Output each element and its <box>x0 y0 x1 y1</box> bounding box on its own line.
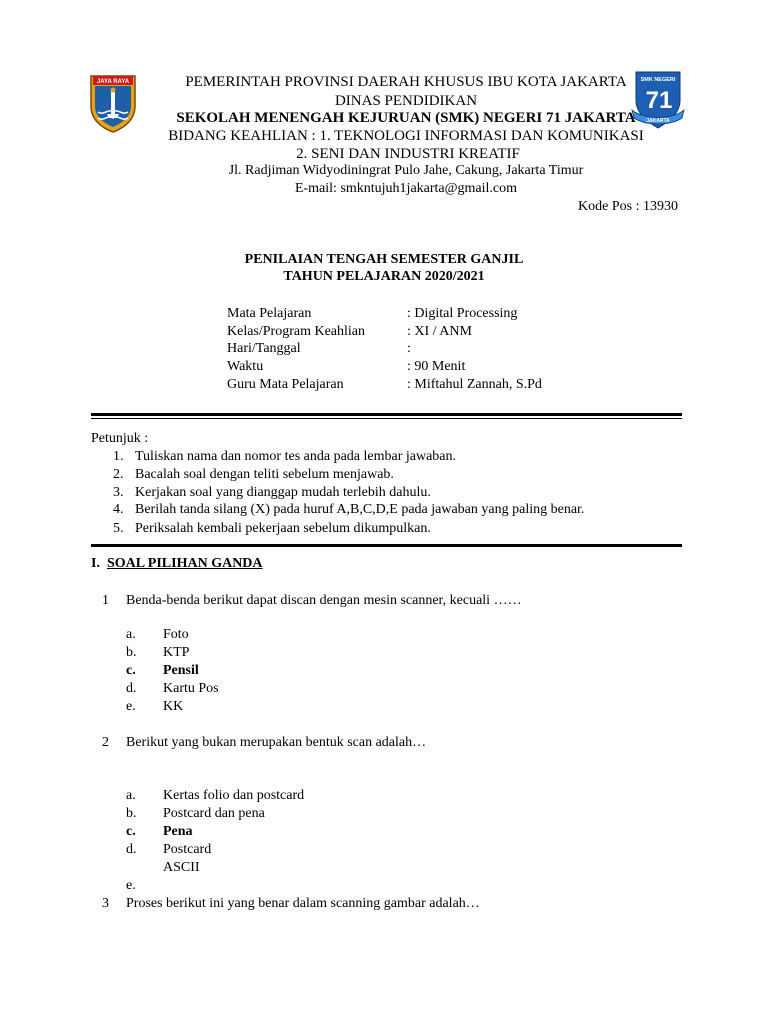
section-title: SOAL PILIHAN GANDA <box>106 556 263 571</box>
logo-bottom-text: JAKARTA <box>646 118 670 124</box>
crest-banner-text: JAYA RAYA <box>96 79 130 85</box>
option-letter: d. <box>126 681 137 696</box>
instruction-num: 5. <box>113 521 124 536</box>
info-row <box>227 359 465 375</box>
question-2 <box>102 735 426 751</box>
option-text: Pena <box>163 824 193 839</box>
logo-number: 71 <box>645 87 673 114</box>
option-correct <box>126 663 199 679</box>
header-postal-code: Kode Pos : 13930 <box>578 199 678 214</box>
option-text: Pensil <box>163 663 199 678</box>
header-email: E-mail: smkntujuh1jakarta@gmail.com <box>294 181 518 196</box>
info-row <box>227 377 542 393</box>
question-text: Proses berikut ini yang benar dalam scanning gambar adalah… <box>126 896 480 911</box>
option <box>126 627 189 643</box>
option <box>126 699 183 715</box>
instruction-text: Kerjakan soal yang dianggap mudah terlebih dahulu. <box>135 485 431 500</box>
question-3 <box>102 896 480 912</box>
info-label: Waktu <box>227 359 264 374</box>
info-row <box>227 306 517 322</box>
info-value: : 90 Menit <box>407 359 466 374</box>
divider-top-thin <box>91 418 682 419</box>
option-text: KTP <box>163 645 190 660</box>
option <box>126 860 200 876</box>
header-field-1: BIDANG KEAHLIAN : 1. TEKNOLOGI INFORMASI DAN KOMUNIKASI <box>168 128 644 144</box>
divider-top <box>91 413 682 416</box>
instruction-text: Bacalah soal dengan teliti sebelum menjawab. <box>135 467 394 482</box>
question-text: Berikut yang bukan merupakan bentuk scan adalah… <box>126 735 427 750</box>
info-value: : Miftahul Zannah, S.Pd <box>407 377 542 392</box>
option-text: Kertas folio dan postcard <box>163 788 305 803</box>
instruction-item <box>113 449 456 465</box>
header-department: DINAS PENDIDIKAN <box>334 93 478 109</box>
question-number: 3 <box>102 896 109 911</box>
info-row <box>227 341 411 357</box>
option <box>126 878 163 894</box>
info-value: : XI / ANM <box>407 324 472 339</box>
question-1 <box>102 593 522 609</box>
instruction-num: 1. <box>113 449 124 464</box>
logo-top-text: SMK NEGERI <box>640 77 676 83</box>
instruction-item <box>113 502 584 518</box>
option-letter: b. <box>126 806 137 821</box>
exam-title: PENILAIAN TENGAH SEMESTER GANJIL <box>244 252 524 267</box>
instruction-num: 2. <box>113 467 124 482</box>
instruction-num: 4. <box>113 502 124 517</box>
option-correct <box>126 824 193 840</box>
instruction-text: Periksalah kembali pekerjaan sebelum dikumpulkan. <box>135 521 431 536</box>
section-number: I. <box>91 556 100 571</box>
option-letter: e. <box>126 699 136 714</box>
info-label: Kelas/Program Keahlian <box>227 324 366 339</box>
info-row <box>227 324 472 340</box>
info-label: Guru Mata Pelajaran <box>227 377 344 392</box>
option <box>126 681 219 697</box>
instruction-text: Tuliskan nama dan nomor tes anda pada lembar jawaban. <box>135 449 457 464</box>
info-label: Hari/Tanggal <box>227 341 301 356</box>
option-text: Postcard dan pena <box>163 806 265 821</box>
option-letter: d. <box>126 842 137 857</box>
option <box>126 645 189 661</box>
header-government: PEMERINTAH PROVINSI DAERAH KHUSUS IBU KOTA JAKARTA <box>185 74 627 90</box>
instructions-title: Petunjuk : <box>91 431 149 446</box>
instruction-item <box>113 521 431 537</box>
header-field-2: 2. SENI DAN INDUSTRI KREATIF <box>296 146 520 162</box>
option-text: ASCII <box>163 860 200 875</box>
section-heading <box>91 556 263 572</box>
option-text: KK <box>163 699 184 714</box>
instruction-item <box>113 467 394 483</box>
option-letter: b. <box>126 645 137 660</box>
option-letter: c. <box>126 663 136 678</box>
option-letter: a. <box>126 627 136 642</box>
option-text: Postcard <box>163 842 212 857</box>
question-number: 1 <box>102 593 109 608</box>
header-address: Jl. Radjiman Widyodiningrat Pulo Jahe, Cakung, Jakarta Timur <box>228 163 584 178</box>
question-text: Benda-benda berikut dapat discan dengan mesin scanner, kecuali …… <box>126 593 522 608</box>
instruction-num: 3. <box>113 485 124 500</box>
info-value: : Digital Processing <box>407 306 518 321</box>
info-value: : <box>407 341 411 356</box>
header-school-name: SEKOLAH MENENGAH KEJURUAN (SMK) NEGERI 71 JAKARTA <box>176 110 636 126</box>
instruction-text: Berilah tanda silang (X) pada huruf A,B,C,D,E pada jawaban yang paling benar. <box>135 502 585 517</box>
question-number: 2 <box>102 735 109 750</box>
option <box>126 842 211 858</box>
exam-year: TAHUN PELAJARAN 2020/2021 <box>283 269 485 284</box>
instruction-item <box>113 485 431 501</box>
option-letter: a. <box>126 788 136 803</box>
option-letter: e. <box>126 878 136 893</box>
option-text: Foto <box>163 627 189 642</box>
option <box>126 788 304 804</box>
info-label: Mata Pelajaran <box>227 306 312 321</box>
divider-bottom <box>91 544 682 547</box>
option-text: Kartu Pos <box>163 681 219 696</box>
option-letter: c. <box>126 824 136 839</box>
option <box>126 806 265 822</box>
